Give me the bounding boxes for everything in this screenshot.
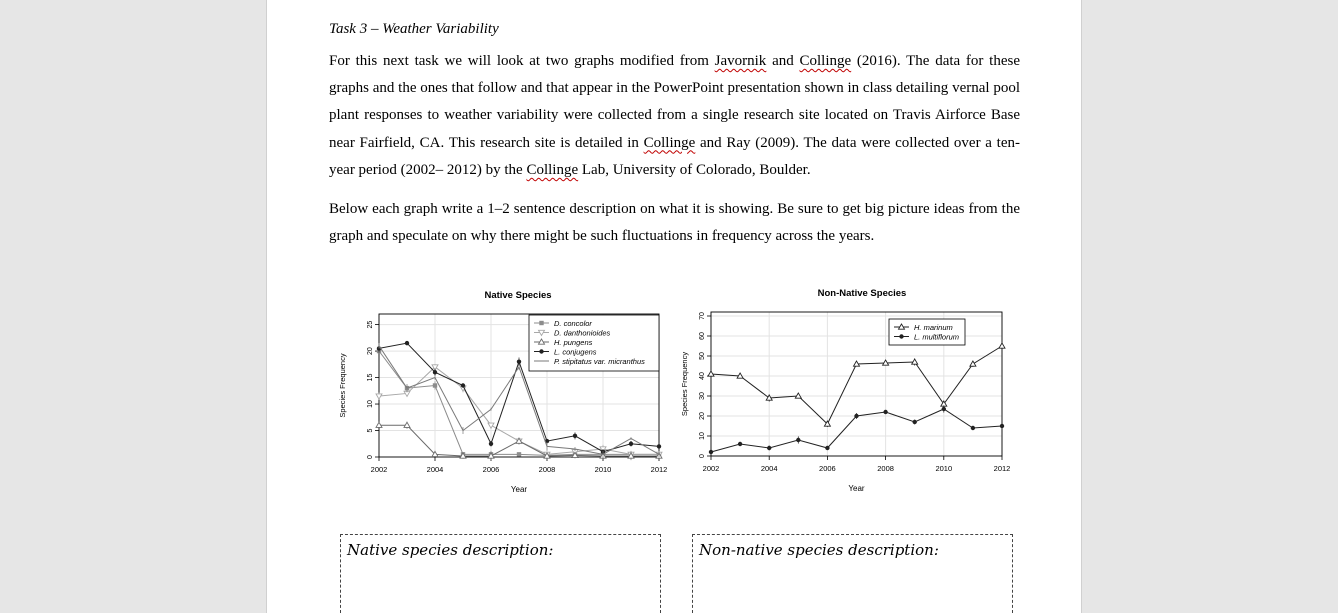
- text-run: For this next task we will look at two graphs modified from: [329, 53, 715, 69]
- y-tick-label: 0: [698, 454, 706, 458]
- data-point: [854, 414, 858, 418]
- y-tick-label: 30: [698, 392, 706, 400]
- data-point: [913, 420, 917, 424]
- y-tick-label: 20: [698, 412, 706, 420]
- x-axis-label: Year: [510, 485, 528, 494]
- x-tick-label: 2008: [877, 464, 894, 473]
- legend-marker: [899, 334, 903, 338]
- x-tick-label: 2002: [370, 465, 388, 474]
- y-tick-label: 10: [366, 400, 374, 408]
- text-run: and: [766, 53, 800, 69]
- y-tick-label: 70: [698, 312, 706, 320]
- data-point: [488, 423, 494, 428]
- non-native-description-label: Non-native species description:: [699, 541, 939, 559]
- chart-title: Native Species: [484, 290, 552, 301]
- series-1: [376, 364, 662, 458]
- legend: [529, 315, 659, 371]
- task-title: Task 3 – Weather Variability: [329, 21, 499, 37]
- data-point: [708, 371, 714, 376]
- text-run: (2016). The data for these graphs and the ones that follow and that appear in the PowerPoint presentation shown in class detailing vernal pool plant responses to weather variability were collected from a single research site located on Travis Airforce Base near Fairfield, CA. This research site is detailed in: [329, 53, 1020, 151]
- legend-marker: [539, 321, 543, 325]
- legend-entry: D. danthonioides: [554, 328, 611, 338]
- y-tick-label: 40: [698, 372, 706, 380]
- misspelled-word[interactable]: Collinge: [643, 134, 696, 151]
- y-tick-label: 25: [366, 320, 374, 329]
- data-point: [825, 446, 829, 450]
- y-tick-label: 15: [366, 373, 374, 382]
- x-tick-label: 2004: [426, 465, 444, 474]
- non-native-description-box[interactable]: [692, 534, 1013, 613]
- legend-entry: L. multiflorum: [914, 332, 960, 342]
- legend-entry: H. pungens: [554, 337, 593, 347]
- data-point: [999, 343, 1005, 348]
- data-point: [883, 410, 887, 414]
- legend-entry: P. stipitatus var. micranthus: [554, 356, 645, 366]
- instructions-paragraph: Below each graph write a 1–2 sentence description on what it is showing. Be sure to get big picture ideas from the graph and speculate on why there might be such fluctuations in frequency across the years.: [329, 201, 1020, 245]
- data-point: [461, 383, 465, 387]
- x-tick-label: 2010: [935, 464, 953, 473]
- x-tick-label: 2010: [594, 465, 612, 474]
- misspelled-word[interactable]: Collinge: [526, 161, 579, 178]
- data-point: [709, 450, 713, 454]
- non-native-species-chart: [675, 278, 1010, 500]
- y-tick-label: 5: [366, 428, 374, 433]
- x-tick-label: 2012: [650, 465, 668, 474]
- data-point: [970, 361, 976, 366]
- native-description-label: Native species description:: [347, 541, 554, 559]
- chart-title: Non-Native Species: [817, 288, 907, 299]
- x-tick-label: 2006: [819, 464, 836, 473]
- legend: [889, 319, 965, 345]
- legend-marker: [539, 349, 543, 353]
- series-1: [709, 405, 1004, 455]
- native-description-box[interactable]: [340, 534, 661, 613]
- x-tick-label: 2008: [538, 465, 556, 474]
- data-point: [942, 407, 946, 411]
- x-tick-label: 2002: [702, 464, 720, 473]
- data-point: [376, 394, 382, 399]
- text-run: Lab, University of Colorado, Boulder.: [578, 161, 811, 178]
- data-point: [657, 444, 661, 448]
- x-tick-label: 2004: [760, 464, 778, 473]
- data-point: [405, 341, 409, 345]
- non-native-species-chart-svg: [675, 278, 1010, 500]
- data-point: [796, 438, 800, 442]
- y-tick-label: 60: [698, 332, 706, 340]
- native-species-chart-svg: [329, 278, 669, 500]
- y-axis-label: Species Frequency: [338, 353, 347, 418]
- x-tick-label: 2006: [482, 465, 500, 474]
- data-point: [489, 442, 493, 446]
- data-point: [738, 442, 742, 446]
- x-tick-label: 2012: [993, 464, 1010, 473]
- y-tick-label: 20: [366, 347, 374, 355]
- data-point: [573, 434, 577, 438]
- misspelled-word[interactable]: Collinge: [799, 53, 852, 69]
- legend-entry: L. conjugens: [554, 347, 597, 357]
- data-point: [433, 370, 437, 374]
- data-point: [517, 452, 521, 456]
- y-tick-label: 50: [698, 352, 706, 360]
- legend-entry: H. marinum: [914, 322, 953, 332]
- native-species-chart: [329, 278, 669, 500]
- misspelled-word[interactable]: Javornik: [714, 53, 767, 69]
- data-point: [971, 426, 975, 430]
- y-axis-label: Species Frequency: [680, 351, 689, 417]
- text-run: and Ray (2009). The data were collected over a ten-year period (2002– 2012) by the: [329, 134, 1021, 178]
- document-page: [266, 0, 1082, 613]
- data-point: [517, 359, 521, 363]
- x-axis-label: Year: [848, 484, 865, 493]
- y-tick-label: 10: [698, 432, 706, 440]
- y-tick-label: 0: [366, 455, 374, 459]
- data-point: [629, 442, 633, 446]
- data-point: [767, 446, 771, 450]
- intro-paragraph: [329, 48, 1020, 184]
- data-point: [433, 383, 437, 387]
- data-point: [1000, 424, 1004, 428]
- legend-entry: D. concolor: [554, 318, 592, 328]
- series-line: [711, 346, 1002, 424]
